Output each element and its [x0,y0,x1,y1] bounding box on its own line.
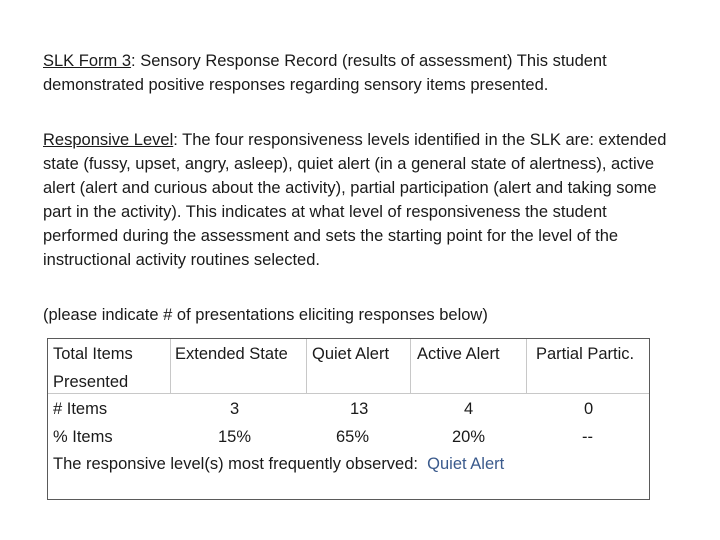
header-partial-partic: Partial Partic. [536,345,635,363]
grid-line [170,339,171,393]
grid-line [48,393,649,394]
header-total-items: Total Items [53,345,133,363]
count-extended: 3 [230,400,240,418]
grid-line [410,339,411,393]
count-partial: 0 [584,400,594,418]
percent-quiet: 65% [336,428,370,446]
responsive-level-paragraph [43,128,683,272]
form-intro-paragraph [43,49,683,97]
instruction-note: (please indicate # of presentations eliciting responses below) [43,306,488,324]
percent-extended: 15% [218,428,252,446]
percent-partial: -- [582,428,593,446]
count-quiet: 13 [350,400,369,418]
count-active: 4 [464,400,474,418]
responsive-level-label: Responsive Level [43,131,174,149]
header-active-alert: Active Alert [417,345,500,363]
responsive-level-text: : The four responsiveness levels identified in the SLK are: extended state (fussy, upset, angry, asleep), quiet alert (in a general state of alertness), active alert (alert and curious about the activity), partial participation (alert and taking some part in the activity). This indicates at what level of responsiveness the student performed during the assessment and sets the starting point for the level of the instructional activity routines selected. [43,131,667,269]
header-quiet-alert: Quiet Alert [312,345,390,363]
response-table [47,338,650,500]
form-label: SLK Form 3 [43,52,132,70]
form-intro-text: : Sensory Response Record (results of assessment) This student demonstrated positive responses regarding sensory items presented. [43,52,607,94]
summary-value: Quiet Alert [427,455,505,473]
header-presented: Presented [53,373,129,391]
percent-active: 20% [452,428,486,446]
grid-line [526,339,527,393]
header-extended-state: Extended State [175,345,288,363]
summary-label: The responsive level(s) most frequently observed: [53,455,418,473]
summary-row [53,452,504,476]
percent-row-label: % Items [53,428,113,446]
grid-line [306,339,307,393]
count-row-label: # Items [53,400,108,418]
